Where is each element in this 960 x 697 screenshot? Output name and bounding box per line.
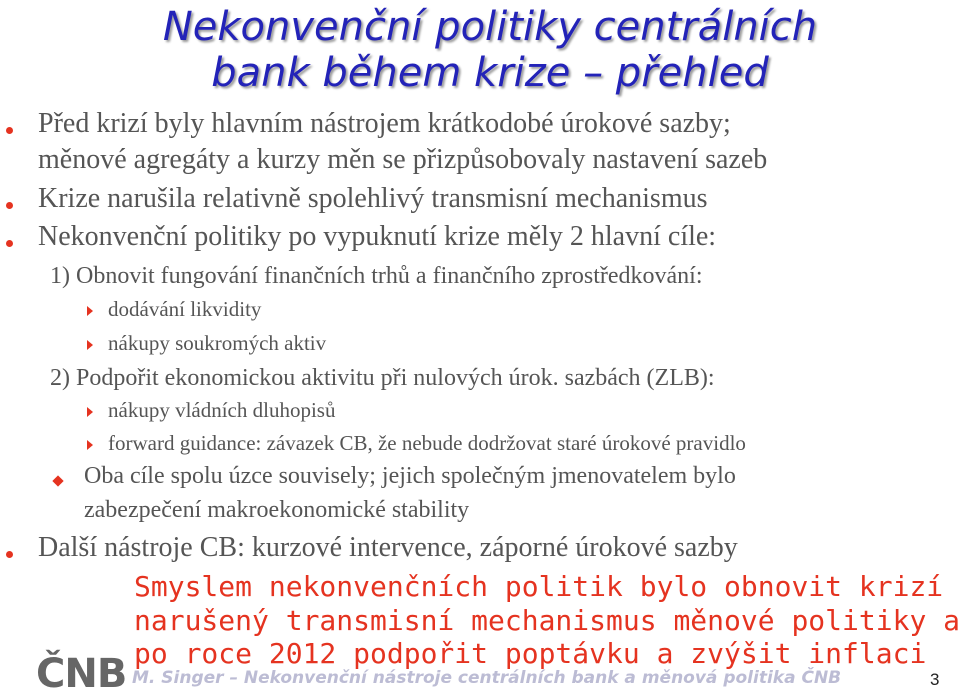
- slide-title: [110, 4, 870, 96]
- highlight-line-1: Smyslem nekonvenčních politik bylo obnovit krizí: [134, 570, 944, 603]
- goal-1-text: 1) Obnovit fungování finančních trhů a finančního zprostředkování:: [50, 263, 703, 289]
- page-number: 3: [930, 670, 940, 689]
- goal-2-text: 2) Podpořit ekonomickou aktivitu při nulových úrok. sazbách (ZLB):: [50, 365, 715, 391]
- arrow-bullet-icon: [87, 306, 93, 316]
- arrow-bullet-icon: [87, 407, 93, 417]
- diamond-bullet-text: Oba cíle spolu úzce souvisely; jejich společným jmenovatelem bylo: [84, 463, 736, 489]
- arrow-bullet-icon: [87, 340, 93, 350]
- bullet-text-continued: měnové agregáty a kurzy měn se přizpůsobovaly nastavení sazeb: [38, 144, 768, 175]
- bullet-text: Další nástroje CB: kurzové intervence, záporné úrokové sazby: [38, 532, 738, 563]
- goal-2-item: nákupy vládních dluhopisů: [108, 398, 336, 422]
- title-line-1: Nekonvenční politiky centrálních: [162, 4, 818, 50]
- arrow-bullet-icon: [87, 440, 93, 450]
- highlight-line-2: narušený transmisní mechanismus měnové politiky a: [134, 604, 960, 637]
- diamond-bullet-icon: [52, 475, 63, 486]
- bullet-dot-icon: [6, 551, 13, 558]
- bullet-dot-icon: [6, 202, 13, 209]
- bullet-dot-icon: [6, 240, 13, 247]
- title-line-2: bank během krize – přehled: [211, 50, 769, 96]
- bullet-dot-icon: [6, 127, 13, 134]
- goal-1-item: nákupy soukromých aktiv: [108, 331, 327, 355]
- bullet-text: Nekonvenční politiky po vypuknutí krize měly 2 hlavní cíle:: [38, 221, 717, 252]
- goal-1-item: dodávání likvidity: [108, 297, 262, 321]
- diamond-bullet-text-continued: zabezpečení makroekonomické stability: [84, 497, 470, 523]
- footer-text: M. Singer – Nekonvenční nástroje centrálních bank a měnová politika ČNB: [132, 668, 842, 688]
- goal-2-item: forward guidance: závazek CB, že nebude dodržovat staré úrokové pravidlo: [108, 431, 746, 455]
- bullet-text: Krize narušila relativně spolehlivý transmisní mechanismus: [38, 183, 708, 214]
- cnb-logo: ČNB: [36, 651, 127, 697]
- bullet-text: Před krizí byly hlavním nástrojem krátkodobé úrokové sazby;: [38, 108, 731, 139]
- highlight-line-3: po roce 2012 podpořit poptávku a zvýšit inflaci: [134, 637, 927, 670]
